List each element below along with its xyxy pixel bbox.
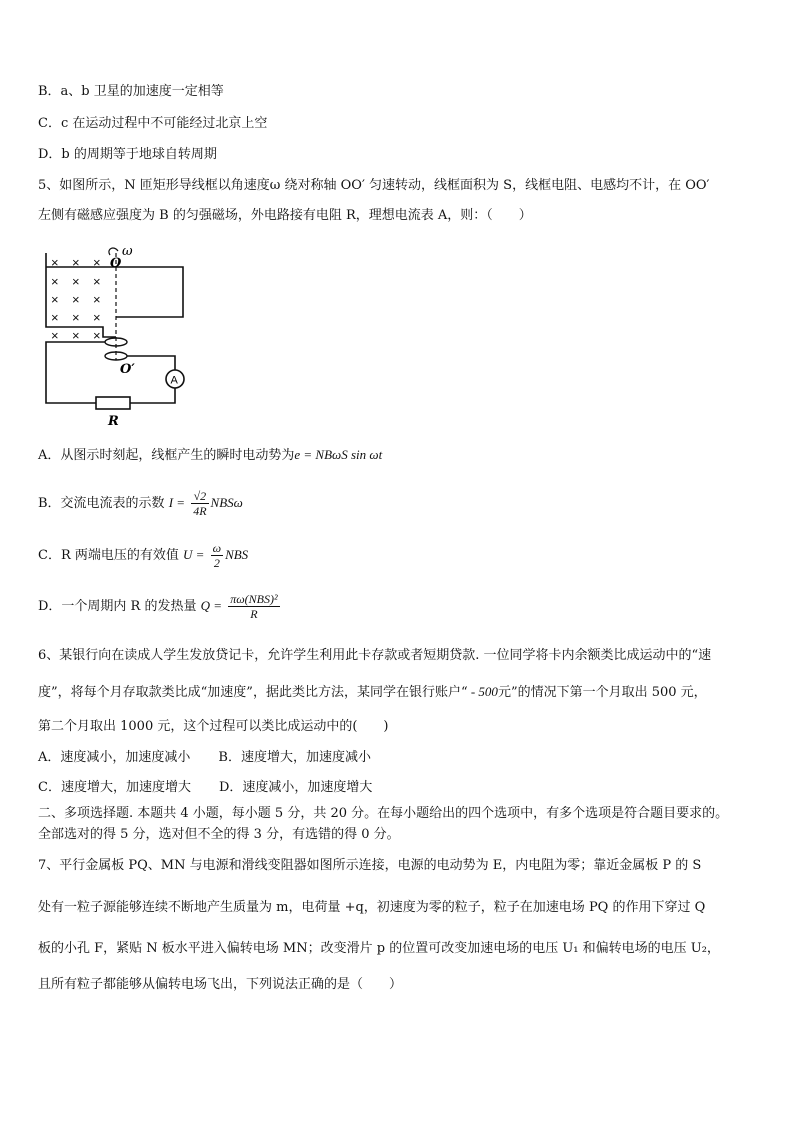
q7-stem-line4: 且所有粒子都能够从偏转电场飞出，下列说法正确的是（ ） [38, 977, 403, 992]
q7-stem-line1: 7、平行金属板 PQ、MN 与电源和滑线变阻器如图所示连接，电源的电动势为 E，内电阻为零；靠近金属板 P 的 S [38, 858, 702, 873]
q7-stem-line2: 处有一粒子源能够连续不断地产生质量为 m，电荷量 +q，初速度为零的粒子，粒子在加速电场 PQ 的作用下穿过 Q [38, 900, 706, 915]
q6-line2-text-b: 元”的情况下第一个月取出 500 元， [497, 685, 707, 700]
field-cross: × [51, 255, 59, 270]
external-wire-left [46, 342, 105, 403]
prev-option-d: D．b 的周期等于地球自转周期 [38, 147, 217, 162]
q5-option-d-fraction [228, 592, 279, 621]
field-cross: × [72, 310, 80, 325]
q5-option-a-formula: e = NBωS sin ωt [294, 447, 383, 462]
fraction-numerator: ω [212, 541, 222, 555]
q6-stem-line1: 6、某银行向在读成人学生发放贷记卡，允许学生利用此卡存款或者短期贷款. 一位同学将卡内余额类比成运动中的“速 [38, 648, 712, 663]
field-cross: × [51, 310, 59, 325]
q5-option-c-text: C．R 两端电压的有效值 [38, 548, 179, 563]
q5-option-c-lhs: U = [183, 547, 205, 562]
fraction-denominator: 4R [193, 504, 207, 518]
field-cross: × [51, 292, 59, 307]
field-cross: × [72, 292, 80, 307]
q6-option-a: A．速度减小，加速度减小 [38, 750, 191, 765]
q6-options-row2 [38, 780, 372, 796]
resistor-icon [96, 397, 130, 409]
q5-option-a [38, 447, 382, 464]
q7-stem-line3: 板的小孔 F，紧贴 N 板水平进入偏转电场 MN；改变滑片 p 的位置可改变加速电场的电压 U₁ 和偏转电场的电压 U₂， [38, 941, 720, 956]
q5-option-b-text: B．交流电流表的示数 [38, 496, 165, 511]
fraction-denominator: R [250, 607, 258, 621]
q5-stem-line1: 5、如图所示，N 匝矩形导线框以角速度ω 绕对称轴 OO′ 匀速转动，线框面积为 S，线框电阻、电感均不计，在 OO′ [38, 178, 710, 193]
field-cross: × [51, 328, 59, 343]
magnetic-field-crosses [51, 255, 101, 343]
prev-option-b: B．a、b 卫星的加速度一定相等 [38, 84, 224, 99]
field-cross: × [93, 328, 101, 343]
axis-o-label: O [110, 256, 122, 271]
q5-option-a-text: A．从图示时刻起，线框产生的瞬时电动势为 [38, 448, 295, 463]
section2-instructions-line1: 二、多项选择题. 本题共 4 小题，每小题 5 分，共 20 分。在每小题给出的四个选项中，有多个选项是符合题目要求的。 [38, 806, 729, 821]
q5-option-b-lhs: I = [168, 495, 186, 510]
q5-option-d [38, 590, 282, 623]
rotation-arrow-icon [109, 248, 118, 255]
q5-stem-line2: 左侧有磁感应强度为 B 的匀强磁场，外电路接有电阻 R，理想电流表 A，则：（ ） [38, 208, 532, 223]
q6-line2-text-a: 度”，将每个月存取款类比成“加速度”，据此类比方法，某同学在银行账户“ [38, 685, 468, 700]
q5-option-c [38, 540, 248, 571]
q5-option-b-fraction [191, 489, 208, 518]
field-cross: × [93, 274, 101, 289]
ammeter-label: A [170, 374, 178, 387]
q6-option-b: B．速度增大，加速度减小 [218, 750, 371, 765]
field-cross: × [93, 255, 101, 270]
q5-option-d-lhs: Q = [200, 598, 223, 613]
fraction-numerator: πω(NBS)² [230, 592, 278, 606]
field-cross: × [93, 292, 101, 307]
q5-option-c-fraction [211, 541, 223, 570]
q5-option-c-tail: NBS [225, 547, 249, 562]
q6-stem-line2 [38, 684, 707, 701]
omega-label: ω [122, 245, 133, 259]
fraction-numerator: √2 [191, 489, 208, 504]
q5-circuit-figure [38, 245, 198, 430]
resistor-label: R [108, 414, 119, 429]
fraction-denominator: 2 [213, 556, 220, 570]
field-cross: × [72, 255, 80, 270]
field-cross: × [93, 310, 101, 325]
prev-option-c: C．c 在运动过程中不可能经过北京上空 [38, 116, 268, 131]
q5-option-d-text: D．一个周期内 R 的发热量 [38, 599, 197, 614]
axis-o-prime-label: O′ [120, 362, 135, 377]
q6-stem-line3: 第二个月取出 1000 元，这个过程可以类比成运动中的( ) [38, 719, 389, 734]
q6-option-c: C．速度增大，加速度增大 [38, 780, 191, 795]
field-cross: × [51, 274, 59, 289]
external-wire-right-bottom [130, 388, 175, 403]
section2-instructions-line2: 全部选对的得 5 分，选对但不全的得 3 分，有选错的得 0 分。 [38, 827, 400, 842]
q5-option-b-tail: NBSω [210, 495, 243, 510]
q6-balance-value: - 500 [467, 684, 498, 699]
q6-options-row1 [38, 750, 371, 766]
field-cross: × [72, 274, 80, 289]
field-cross: × [72, 328, 80, 343]
q6-option-d: D．速度减小，加速度增大 [218, 780, 373, 795]
q5-option-b [38, 488, 243, 519]
